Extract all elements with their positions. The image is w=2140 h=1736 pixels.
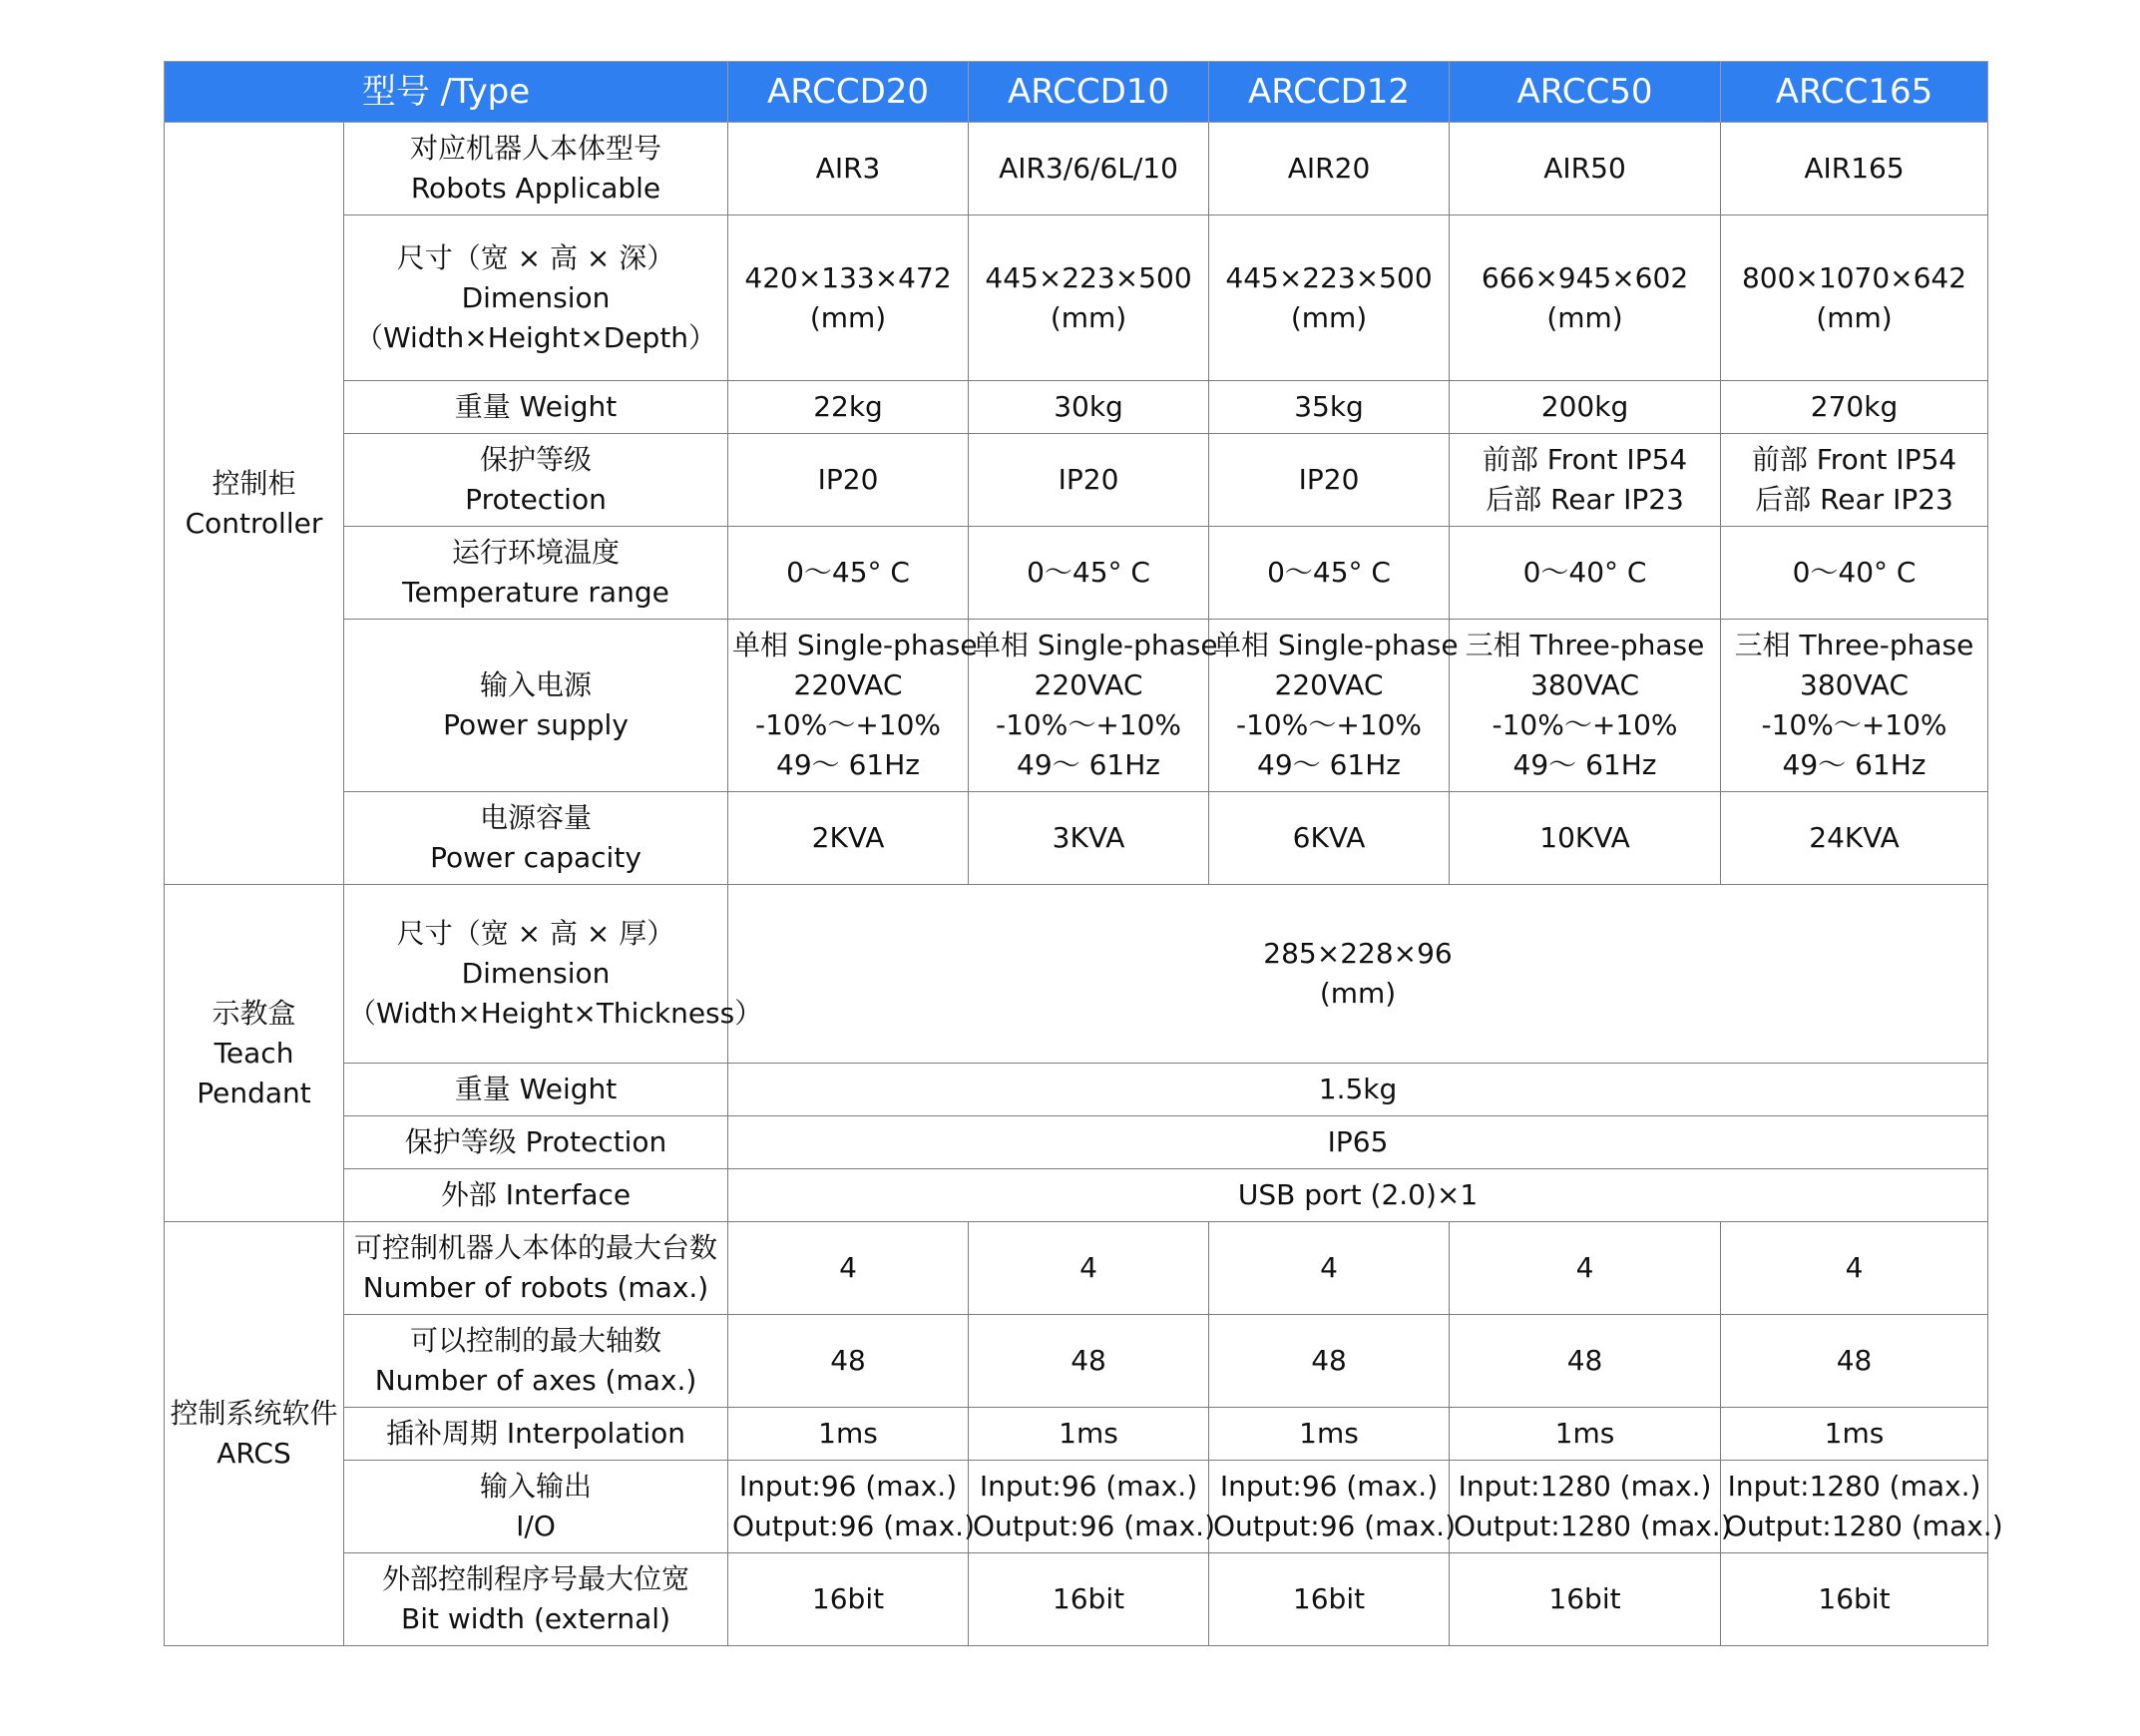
- pendant-row-dimension: [165, 885, 1988, 1064]
- cell-line: 380VAC: [1800, 668, 1910, 701]
- cell-line: 1ms: [1554, 1417, 1615, 1450]
- cell-line: 48: [830, 1344, 866, 1377]
- group-label-line: 控制柜: [212, 466, 296, 500]
- cell-line: 单相 Single-phase: [973, 629, 1218, 661]
- cell-line: 4: [1575, 1251, 1594, 1284]
- row-label: [344, 527, 728, 620]
- controller-row-dimension: [165, 216, 1988, 381]
- row-label: [344, 434, 728, 527]
- model-header: ARCC50: [1450, 62, 1721, 123]
- cell-line: 220VAC: [793, 668, 903, 701]
- model-header: ARCCD10: [969, 62, 1209, 123]
- row-label: [344, 123, 728, 216]
- row-label-line: 可以控制的最大轴数: [410, 1324, 662, 1357]
- cell-line: 前部 Front IP54: [1751, 443, 1957, 476]
- cell: [728, 527, 969, 620]
- cell-line: Output:1280 (max.): [1725, 1510, 2003, 1542]
- cell: [969, 123, 1209, 216]
- row-label-line: 外部 Interface: [440, 1178, 632, 1211]
- row-label: [344, 620, 728, 792]
- cell: [1721, 1553, 1988, 1646]
- cell: [1721, 434, 1988, 527]
- cell-line: (mm): [1546, 300, 1623, 334]
- cell: [728, 1315, 969, 1408]
- cell-line: (mm): [809, 300, 887, 334]
- row-label: [344, 1169, 728, 1222]
- cell-line: AIR50: [1543, 152, 1626, 185]
- cell-line: 1ms: [1824, 1417, 1885, 1450]
- cell-line: IP20: [1058, 463, 1119, 496]
- row-label: [344, 216, 728, 381]
- cell: [1209, 1461, 1456, 1553]
- cell-line: 48: [1070, 1344, 1106, 1377]
- cell-line: IP65: [1327, 1125, 1389, 1158]
- cell-line: 16bit: [1292, 1582, 1366, 1615]
- group-label-pendant: [165, 885, 344, 1222]
- cell: [1721, 527, 1988, 620]
- controller-row-power-capacity: [165, 792, 1988, 885]
- cell: [1450, 792, 1721, 885]
- cell-line: 800×1070×642: [1741, 260, 1967, 294]
- cell-line: AIR20: [1287, 152, 1371, 185]
- model-header: ARCCD12: [1209, 62, 1450, 123]
- cell: [1721, 216, 1988, 381]
- cell: [1721, 792, 1988, 885]
- cell-line: 16bit: [1818, 1582, 1891, 1615]
- cell-line: 三相 Three-phase: [1465, 629, 1705, 661]
- cell-merged: [728, 885, 1988, 1064]
- cell: [1209, 1553, 1450, 1646]
- row-label-line: 可控制机器人本体的最大台数: [354, 1231, 718, 1264]
- cell-line: 4: [1845, 1251, 1864, 1284]
- cell-line: 270kg: [1810, 390, 1899, 423]
- cell-line: 35kg: [1294, 390, 1364, 423]
- cell-line: IP20: [817, 463, 879, 496]
- model-header: ARCC165: [1721, 62, 1988, 123]
- group-label-line: 示教盒: [212, 996, 296, 1030]
- controller-row-robots: [165, 123, 1988, 216]
- cell-line: 24KVA: [1809, 821, 1900, 854]
- cell: [969, 620, 1218, 792]
- cell-line: 3KVA: [1052, 821, 1125, 854]
- row-label-line: 输入输出: [480, 1470, 593, 1503]
- row-label-line: Dimension: [461, 280, 611, 314]
- cell: [969, 1553, 1209, 1646]
- cell: [969, 1315, 1209, 1408]
- row-label-line: 尺寸（宽 × 高 × 深）: [396, 240, 675, 274]
- cell-line: 220VAC: [1274, 668, 1384, 701]
- row-label-line: 保护等级: [480, 443, 593, 476]
- pendant-row-weight: [165, 1064, 1988, 1116]
- cell-line: 后部 Rear IP23: [1486, 483, 1684, 516]
- row-label-line: Robots Applicable: [410, 172, 661, 205]
- cell-line: 6KVA: [1292, 821, 1366, 854]
- cell-line: 445×223×500: [1225, 260, 1433, 294]
- row-label-line: Temperature range: [402, 576, 669, 609]
- cell-line: 1ms: [1059, 1417, 1118, 1450]
- row-label: [344, 1116, 728, 1169]
- cell: [1209, 123, 1450, 216]
- cell-line: Output:96 (max.): [1213, 1510, 1456, 1542]
- group-label-controller: [165, 123, 344, 885]
- cell-line: 4: [1320, 1251, 1338, 1284]
- cell-line: 48: [1311, 1344, 1347, 1377]
- cell: [969, 381, 1209, 434]
- row-label: [344, 1064, 728, 1116]
- cell-line: 4: [839, 1251, 857, 1284]
- cell: [1721, 1461, 2003, 1553]
- cell-line: Input:1280 (max.): [1727, 1470, 1981, 1503]
- row-label-line: Power supply: [443, 708, 629, 741]
- cell: [1209, 527, 1450, 620]
- cell-line: 49～ 61Hz: [1017, 748, 1160, 781]
- cell: [1209, 1222, 1450, 1315]
- cell: [1450, 1315, 1721, 1408]
- software-row-interpolation: [165, 1408, 1988, 1461]
- cell-line: 单相 Single-phase: [1213, 629, 1459, 661]
- row-label-line: 输入电源: [480, 668, 593, 701]
- controller-row-protection: [165, 434, 1988, 527]
- cell: [1450, 123, 1721, 216]
- spec-table: [164, 61, 2003, 1646]
- cell-line: (mm): [1319, 977, 1397, 1010]
- row-label: [344, 1222, 728, 1315]
- cell-line: 0～45° C: [1027, 556, 1150, 589]
- row-label-line: 尺寸（宽 × 高 × 厚）: [396, 917, 675, 950]
- cell: [728, 1408, 969, 1461]
- row-label-line: Bit width (external): [401, 1602, 671, 1635]
- cell-line: Input:96 (max.): [979, 1470, 1198, 1503]
- cell-line: 1.5kg: [1318, 1073, 1398, 1105]
- cell: [1450, 620, 1721, 792]
- cell-merged: [728, 1116, 1988, 1169]
- cell: [1209, 792, 1450, 885]
- cell-line: AIR165: [1804, 152, 1905, 185]
- row-label: [344, 792, 728, 885]
- cell: [1721, 381, 1988, 434]
- cell-line: (mm): [1816, 300, 1893, 334]
- row-label-line: Protection: [465, 483, 607, 516]
- cell-line: Input:96 (max.): [1219, 1470, 1439, 1503]
- cell-line: AIR3/6/6L/10: [999, 152, 1178, 185]
- group-label-line: Pendant: [197, 1076, 311, 1109]
- cell: [1721, 123, 1988, 216]
- cell-line: 48: [1836, 1344, 1873, 1377]
- cell-line: 16bit: [1548, 1582, 1621, 1615]
- cell: [728, 792, 969, 885]
- cell-line: 2KVA: [811, 821, 885, 854]
- type-header: 型号 /Type: [165, 62, 728, 123]
- cell-line: (mm): [1050, 300, 1127, 334]
- cell-line: -10%～+10%: [1492, 708, 1678, 741]
- cell-line: 30kg: [1054, 390, 1123, 423]
- row-label-line: 运行环境温度: [452, 536, 621, 569]
- cell: [728, 1553, 969, 1646]
- cell-line: 10KVA: [1539, 821, 1630, 854]
- pendant-row-interface: [165, 1169, 1988, 1222]
- cell: [1450, 527, 1721, 620]
- row-label: [344, 381, 728, 434]
- cell: [728, 434, 969, 527]
- row-label-line: （Width×Height×Thickness）: [348, 997, 763, 1030]
- software-row-axes: [165, 1315, 1988, 1408]
- group-label-line: Controller: [185, 506, 323, 540]
- cell-line: 0～40° C: [1522, 556, 1647, 589]
- row-label-line: 外部控制程序号最大位宽: [382, 1562, 690, 1595]
- row-label-line: Dimension: [461, 957, 611, 990]
- software-row-bit-width: [165, 1553, 1988, 1646]
- cell: [969, 1222, 1209, 1315]
- row-label-line: （Width×Height×Depth）: [354, 320, 717, 354]
- cell-line: 22kg: [813, 390, 883, 423]
- cell-line: 16bit: [811, 1582, 885, 1615]
- cell-line: 1ms: [818, 1417, 878, 1450]
- cell: [1209, 620, 1459, 792]
- cell: [1450, 1408, 1721, 1461]
- cell-line: Input:96 (max.): [738, 1470, 958, 1503]
- cell: [1450, 1222, 1721, 1315]
- cell-line: Input:1280 (max.): [1458, 1470, 1712, 1503]
- cell: [1209, 434, 1450, 527]
- cell-line: -10%～+10%: [1235, 708, 1423, 741]
- cell: [1450, 216, 1721, 381]
- group-label-software: [165, 1222, 344, 1646]
- cell: [1450, 1553, 1721, 1646]
- row-label-line: 电源容量: [480, 801, 593, 834]
- row-label-line: 重量 Weight: [454, 390, 618, 423]
- cell: [728, 620, 978, 792]
- cell: [1721, 620, 1988, 792]
- row-label-line: 保护等级 Protection: [404, 1125, 667, 1158]
- cell-line: AIR3: [815, 152, 881, 185]
- cell-line: 49～ 61Hz: [776, 748, 920, 781]
- controller-row-power-supply: [165, 620, 1988, 792]
- cell-line: 0～45° C: [786, 556, 910, 589]
- row-label-line: 插补周期 Interpolation: [385, 1417, 686, 1450]
- cell: [969, 216, 1209, 381]
- cell: [728, 123, 969, 216]
- cell-line: Output:1280 (max.): [1454, 1510, 1732, 1542]
- cell: [969, 1461, 1215, 1553]
- cell-line: 420×133×472: [744, 260, 952, 294]
- cell-line: -10%～+10%: [995, 708, 1182, 741]
- row-label-line: 对应机器人本体型号: [410, 132, 662, 165]
- cell-line: 49～ 61Hz: [1257, 748, 1401, 781]
- cell-line: 200kg: [1540, 390, 1629, 423]
- software-row-io: [165, 1461, 1988, 1553]
- row-label: [344, 1461, 728, 1553]
- cell-line: 49～ 61Hz: [1782, 748, 1926, 781]
- row-label: [344, 1315, 728, 1408]
- cell-line: 0～40° C: [1792, 556, 1917, 589]
- cell-line: (mm): [1290, 300, 1368, 334]
- row-label: [344, 885, 763, 1064]
- row-label: [344, 1408, 728, 1461]
- row-label-line: 重量 Weight: [454, 1073, 618, 1105]
- cell: [1721, 1315, 1988, 1408]
- cell: [728, 1461, 975, 1553]
- cell-line: 220VAC: [1034, 668, 1143, 701]
- cell-line: 三相 Three-phase: [1734, 629, 1974, 661]
- cell-line: USB port (2.0)×1: [1237, 1178, 1479, 1211]
- cell: [728, 216, 969, 381]
- row-label-line: Power capacity: [430, 841, 642, 874]
- cell: [969, 527, 1209, 620]
- cell: [1450, 434, 1721, 527]
- cell: [728, 1222, 969, 1315]
- software-row-robots: [165, 1222, 1988, 1315]
- cell: [1721, 1222, 1988, 1315]
- cell-line: 1ms: [1299, 1417, 1359, 1450]
- cell-line: 49～ 61Hz: [1512, 748, 1657, 781]
- row-label: [344, 1553, 728, 1646]
- cell: [1209, 381, 1450, 434]
- cell-line: 前部 Front IP54: [1482, 443, 1688, 476]
- cell-line: 445×223×500: [985, 260, 1192, 294]
- row-label-line: I/O: [516, 1510, 556, 1542]
- controller-row-temperature: [165, 527, 1988, 620]
- cell-line: Output:96 (max.): [732, 1510, 975, 1542]
- cell-line: 16bit: [1052, 1582, 1125, 1615]
- cell-line: 后部 Rear IP23: [1755, 483, 1953, 516]
- cell-merged: [728, 1169, 1988, 1222]
- cell: [1450, 1461, 1732, 1553]
- cell-line: Output:96 (max.): [973, 1510, 1215, 1542]
- cell: [1209, 1315, 1450, 1408]
- model-header: ARCCD20: [728, 62, 969, 123]
- cell-line: 380VAC: [1530, 668, 1640, 701]
- cell: [969, 792, 1209, 885]
- cell: [969, 434, 1209, 527]
- group-label-line: Teach: [214, 1036, 294, 1070]
- cell-merged: [728, 1064, 1988, 1116]
- group-label-line: 控制系统软件: [170, 1397, 338, 1430]
- cell: [1209, 216, 1450, 381]
- cell-line: -10%～+10%: [754, 708, 942, 741]
- row-label-line: Number of robots (max.): [362, 1271, 709, 1304]
- cell-line: -10%～+10%: [1761, 708, 1947, 741]
- cell-line: IP20: [1298, 463, 1360, 496]
- group-label-line: ARCS: [216, 1437, 291, 1470]
- cell: [1209, 1408, 1450, 1461]
- cell-line: 4: [1079, 1251, 1097, 1284]
- cell-line: 666×945×602: [1481, 260, 1689, 294]
- cell-line: 48: [1566, 1344, 1603, 1377]
- cell: [1721, 1408, 1988, 1461]
- cell: [728, 381, 969, 434]
- pendant-row-protection: [165, 1116, 1988, 1169]
- cell-line: 285×228×96: [1263, 937, 1453, 970]
- cell-line: 0～45° C: [1267, 556, 1391, 589]
- cell: [969, 1408, 1209, 1461]
- row-label-line: Number of axes (max.): [374, 1364, 697, 1397]
- header-row: [165, 62, 1988, 123]
- cell: [1450, 381, 1721, 434]
- controller-row-weight: [165, 381, 1988, 434]
- cell-line: 单相 Single-phase: [732, 629, 978, 661]
